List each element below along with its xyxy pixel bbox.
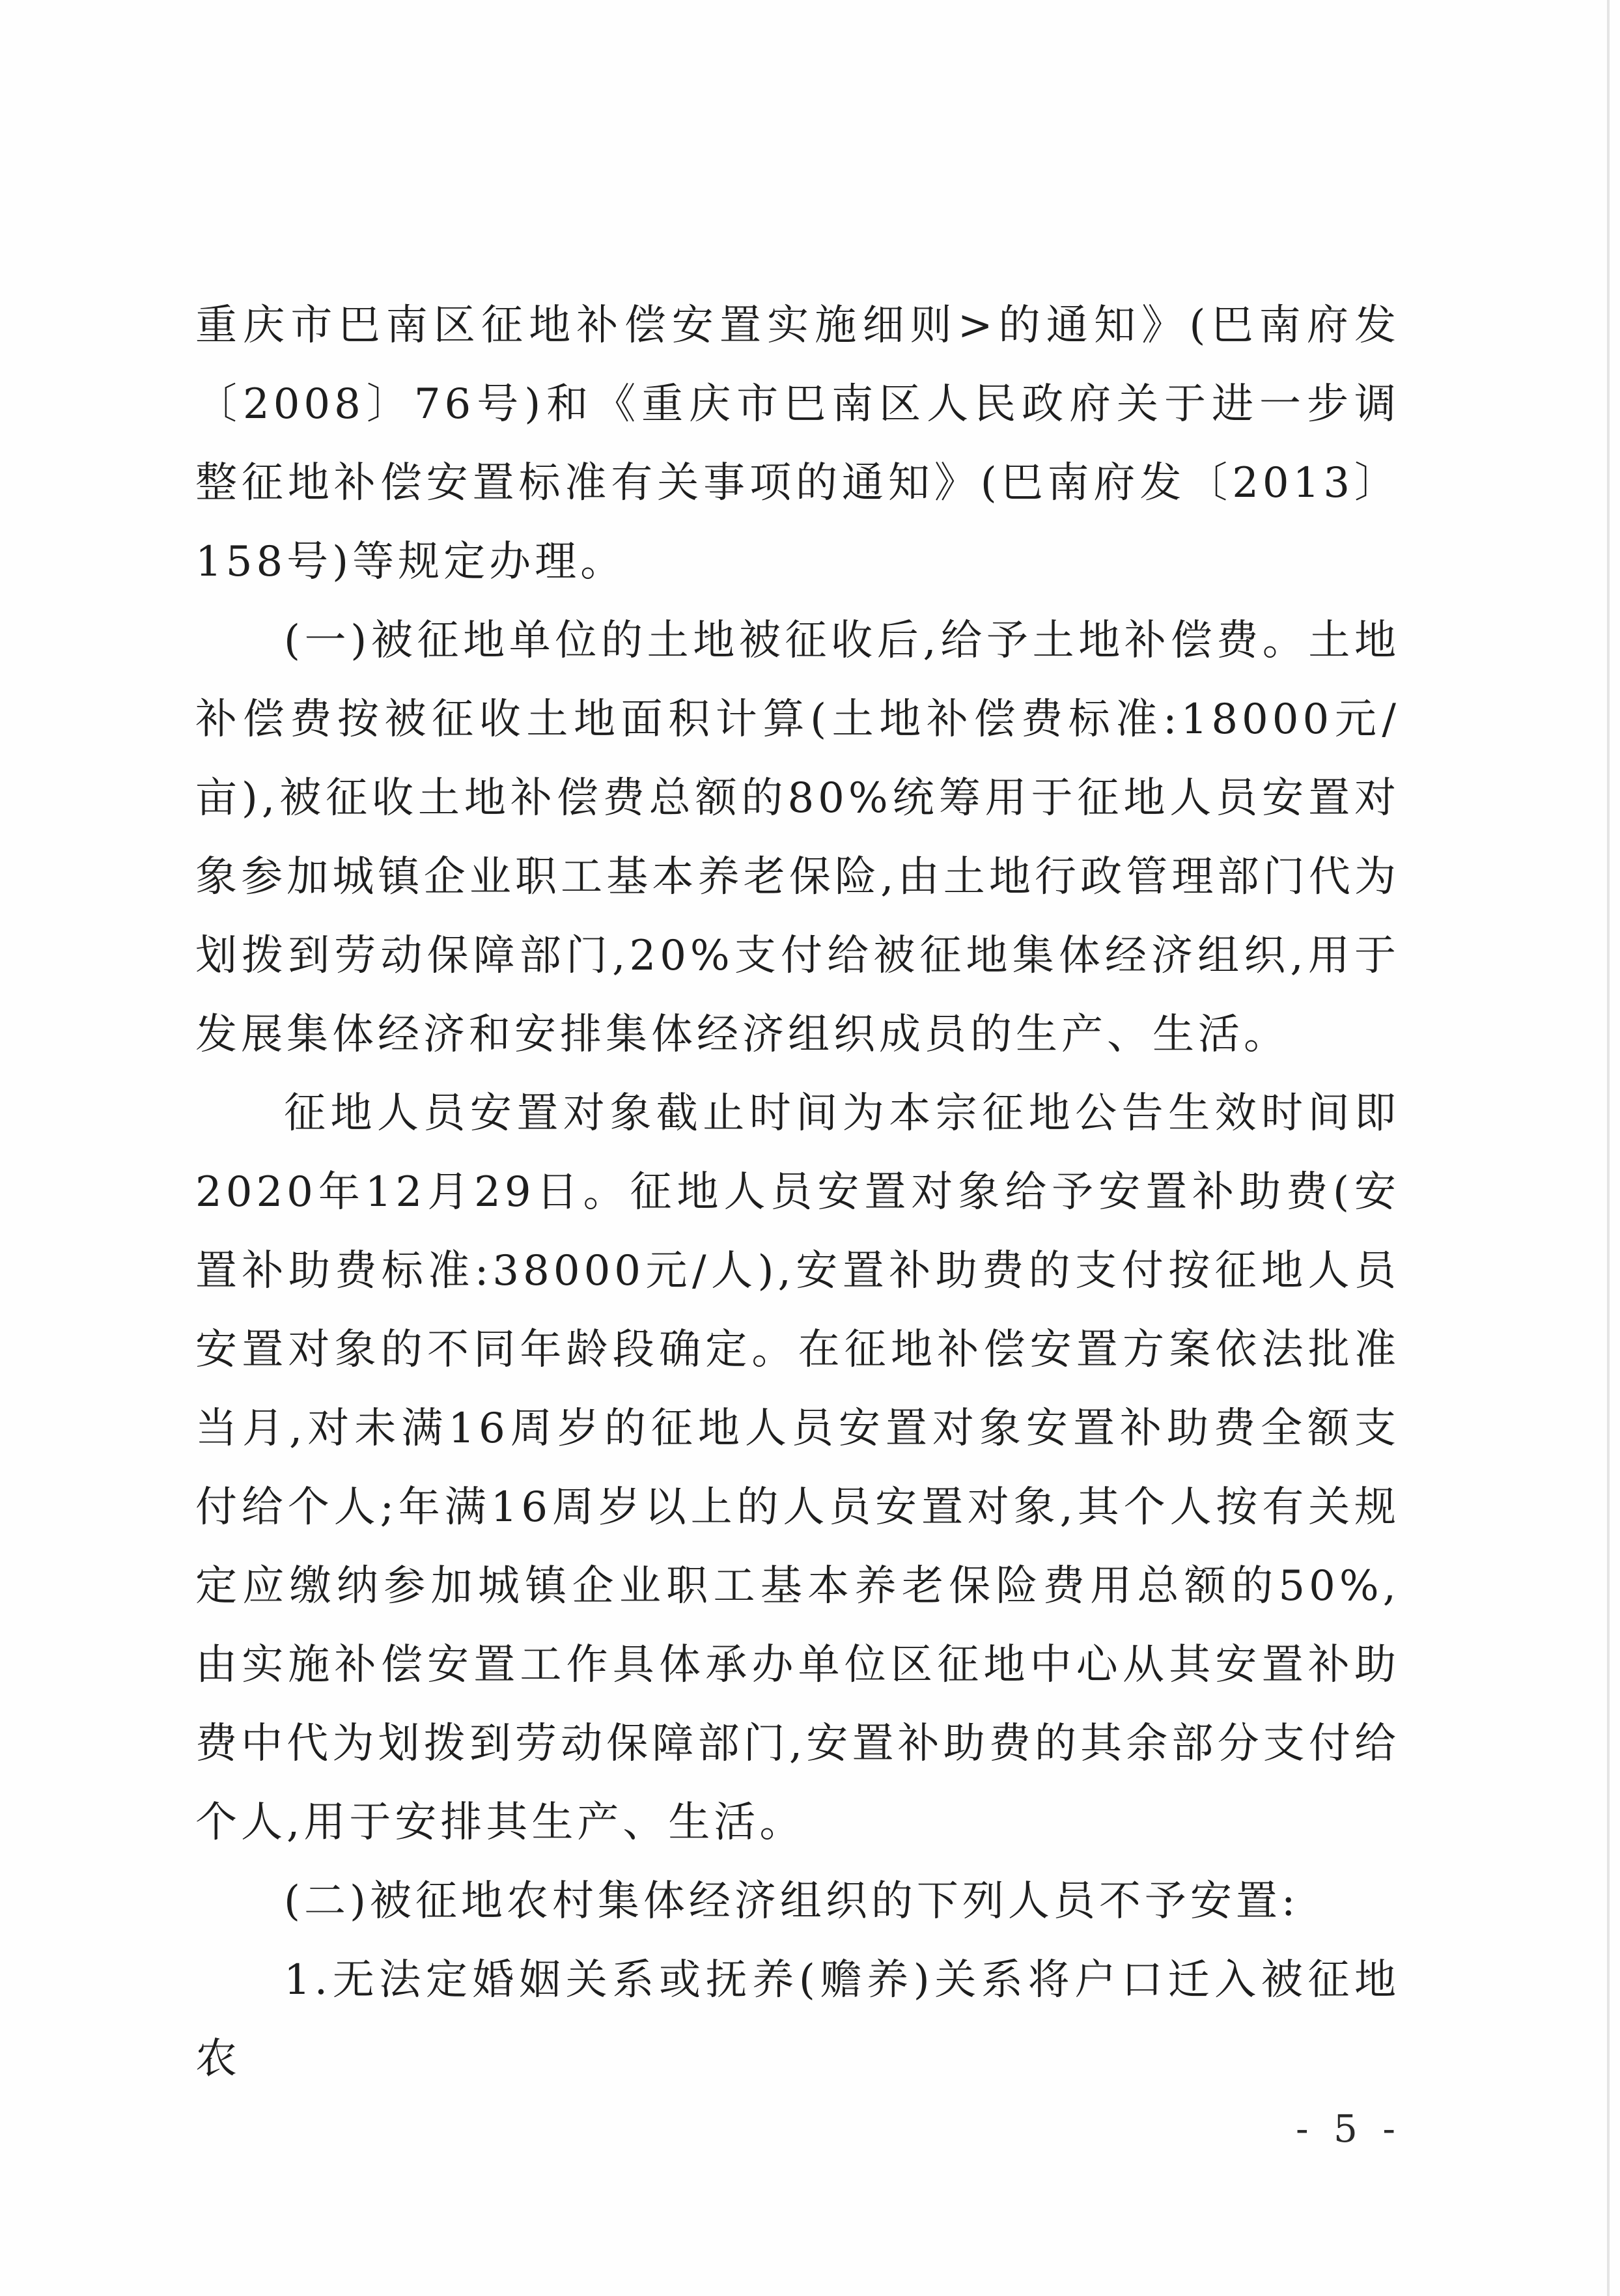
scan-edge-line: [1607, 0, 1610, 2296]
paragraph-4: (二)被征地农村集体经济组织的下列人员不予安置:: [284, 1877, 1300, 1925]
paragraph-5: 1.无法定婚姻关系或抚养(赡养)关系将户口迁入被征地农: [195, 1956, 1400, 2083]
paragraph-1: 重庆市巴南区征地补偿安置实施细则>的通知》(巴南府发〔2008〕76号)和《重庆市巴南区人民政府关于进一步调整征地补偿安置标准有关事项的通知》(巴南府发〔2013〕158号)等规定办理。: [195, 301, 1400, 586]
paragraph-2: (一)被征地单位的土地被征收后,给予土地补偿费。土地补偿费按被征收土地面积计算(土地补偿费标准:18000元/亩),被征收土地补偿费总额的80%统筹用于征地人员安置对象参加城镇企业职工基本养老保险,由土地行政管理部门代为划拨到劳动保障部门,20%支付给被征地集体经济组织,用于发展集体经济和安排集体经济组织成员的生产、生活。: [195, 617, 1400, 1059]
page-number: - 5 -: [1296, 2107, 1402, 2151]
paragraph-3: 征地人员安置对象截止时间为本宗征地公告生效时间即2020年12月29日。征地人员安置对象给予安置补助费(安置补助费标准:38000元/人),安置补助费的支付按征地人员安置对象的不同年龄段确定。在征地补偿安置方案依法批准当月,对未满16周岁的征地人员安置对象安置补助费全额支付给个人;年满16周岁以上的人员安置对象,其个人按有关规定应缴纳参加城镇企业职工基本养老保险费用总额的50%,由实施补偿安置工作具体承办单位区征地中心从其安置补助费中代为划拨到劳动保障部门,安置补助费的其余部分支付给个人,用于安排其生产、生活。: [195, 1089, 1400, 1847]
document-body: [195, 287, 1400, 2099]
